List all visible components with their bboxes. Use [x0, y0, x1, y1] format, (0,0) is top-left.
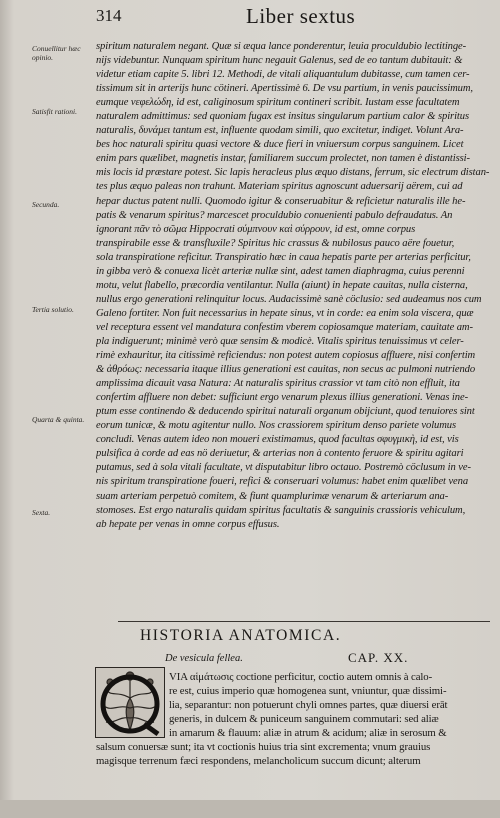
- text-line: in gibba verò & conuexa licèt arteriæ nullæ sint, adest tamen diaphragma, cuius perenni: [96, 265, 465, 277]
- margin-note: Sexta.: [32, 508, 51, 517]
- margin-note: Tertia solutio.: [32, 305, 74, 314]
- text-line: bes hoc naturali spiritu quasi vectore & duce fieri in vniuersum corpus sanguinem. Licet: [96, 139, 464, 151]
- text-line: generis, in dulcem & puniceum sanguinem commutari: sed aliæ: [169, 713, 439, 726]
- chapter-subtitle: De vesicula fellea.: [165, 653, 243, 664]
- decorated-initial-q: [95, 667, 165, 738]
- text-line: Galeno fortiter. Non fuit necessarius in hepate sinus, vt in corde: ea enim sola viscera, quæ: [96, 307, 474, 319]
- text-line: lia, separantur: non potuerunt chyli omnes partes, quæ diuersi erāt: [169, 699, 448, 712]
- text-line: naturalis, δυνάμει tantum est, influente quodam simili, quo excitetur, indiget. Volunt Ara-: [96, 125, 464, 137]
- text-line: patis & venarum spiritus? marcescet proculdubio conuenienti pabulo defraudatus. An: [96, 209, 453, 221]
- text-line: putamus, sed à sola vitali facultate, vt disputabitur libro octauo. Postremò cöclusum in ve-: [96, 462, 471, 474]
- text-line: rimè exhauritur, ita citissimè reficiendus: non potest autem copiosus affluere, nisi confertim: [96, 350, 476, 362]
- text-line: nijs videbuntur. Nunquam spiritum hunc negauit Galenus, sed de eo tantum dubitauit: &: [96, 55, 463, 67]
- chapter-number: CAP. XX.: [348, 650, 409, 665]
- text-line: tes plus æquo paleas non trahunt. Materiam spiritus agnoscunt aduersarij aërem, cui ad: [96, 181, 463, 193]
- text-line: re est, cuius imperio quæ homogenea sunt, vniuntur, quæ dissimi-: [169, 685, 447, 698]
- text-line: ab hepate per venas in omne corpus effusus.: [96, 518, 280, 530]
- text-line: enim pars quælibet, magnetis instar, familiarem succum prolectet, non tamen è distantissi-: [96, 153, 470, 165]
- text-line: tissimum sit in arterijs hunc cötineri. Apertissimè 6. De vsu partium, in venis paucissimum,: [96, 83, 473, 95]
- text-line: & ἀθρόως: necessaria itaque illius generationi est cauitas, non secus ac pulmoni nutriendo: [96, 364, 476, 376]
- text-line: VIA αἱμάτωσις coctione perficitur, coctio autem omnis à calo-: [169, 671, 433, 683]
- text-line: pla indiguerunt; minimè verò quæ sensim & modicè. Vitalis spiritus tenuissimus vt celer-: [96, 335, 464, 347]
- text-line: eumque νεφελώδη, id est, caliginosum spiritum contineri scribit. Iustam esse facultatem: [96, 97, 460, 109]
- section-divider: [118, 621, 490, 622]
- ornament-icon: [96, 668, 164, 737]
- running-title: Liber sextus: [246, 4, 356, 28]
- page-number: 314: [96, 6, 122, 25]
- text-line: vel receptura essent vel mandatura confestim vberem copiosamque materiam, cauitate am-: [96, 321, 473, 333]
- text-line: spiritum naturalem negant. Quæ si æqua lance ponderentur, leuia proculdubio lectitinge-: [96, 41, 467, 52]
- margin-note: Conuellitur hæc opinio.: [32, 44, 81, 62]
- text-line: stomoses. Est ergo naturalis quidam spiritus facultatis & sanguinis crassioris vehiculum,: [96, 504, 466, 516]
- text-line: nis spiritum transpiratione foueri, refici & conseruari volumus: habet enim quælibet vena: [96, 476, 469, 488]
- margin-note: Quarta & quinta.: [32, 415, 85, 424]
- text-line: suam arteriam perpetuò comitem, & fiunt quamplurimæ venarum & arteriarum ana-: [96, 490, 449, 502]
- text-line: amplissima dicauit vasa Natura: At naturalis spiritus crassior vt tam citò non effluit, ita: [96, 378, 460, 390]
- text-line: sola transpiratione reficitur. Transpiratio hæc in caua hepatis parte per arterias perficitur,: [96, 251, 471, 263]
- main-text: [96, 40, 491, 532]
- page-header: [96, 4, 476, 28]
- text-line: videtur etiam capite 5. libri 12. Methodi, de vitali aliquantulum dubitasse, cum tamen cer-: [96, 69, 470, 81]
- text-line: naturalem admittimus: sed quoniam fugax est insitus singularum partium calor & spiritus: [96, 111, 469, 123]
- text-line: concludi. Venas autem ideo non moueri existimamus, quod facultas σφυγμικὴ, id est, vis: [96, 434, 459, 446]
- section-title: HISTORIA ANATOMICA.: [140, 627, 342, 644]
- text-line: pulsifica à corde ad eas nö deriuetur, & arterias non à contento feruore & spiritu agitari: [96, 448, 464, 460]
- text-line: mis locis id præstare potest. Sic lapis heracleus plus æquo distans, ferrum, sic electrum distan-: [96, 167, 490, 179]
- text-line: magisque terrenum fæci respondens, melancholicum succum dicunt; alterum: [96, 755, 421, 768]
- text-line: confertim affluere non debet: sufficiunt ergo venarum plexus illius generationi. Venas ine-: [96, 392, 469, 404]
- margin-note: Satisfit rationi.: [32, 107, 78, 116]
- text-line: ptum esse continendo & deducendo spiritui naturali organum obijciunt, quod tenuiores sint: [96, 406, 475, 418]
- text-line: hepar ductus patent nulli. Quomodo igitur & conseruabitur & reficietur naturalis ille he-: [96, 195, 466, 207]
- text-line: nullus ergo generationi relinquitur locus. Audacissimè sanè cöclusio: sed audeamus nos cum: [96, 293, 482, 305]
- text-line: salsum conuersæ sunt; ita vt coctionis huius tria sint excrementa; vnum grauius: [96, 741, 431, 754]
- text-line: transpirabile esse & transfluxile? Spiritus hic crassus & nubilosus pauco aëre fouetur,: [96, 237, 455, 249]
- text-line: eorum tunicæ, & motu agitentur nullo. Nos crassiorem spiritum denso pariete volumus: [96, 420, 457, 432]
- text-line: in amarum & flauum: aliæ in atrum & acidum; aliæ in serosum &: [169, 727, 447, 740]
- page-bottom-edge: [0, 800, 500, 818]
- margin-note: Secunda.: [32, 200, 60, 209]
- text-line: ignorant πᾶν τὸ σῶμα Hippocrati σύμπνουν καὶ σύρρουν, id est, omne corpus: [96, 223, 416, 235]
- text-line: motu, velut flabello, præcordia ventilantur. Nulla (aiunt) in hepate cauitas, nulla cisterna,: [96, 279, 468, 291]
